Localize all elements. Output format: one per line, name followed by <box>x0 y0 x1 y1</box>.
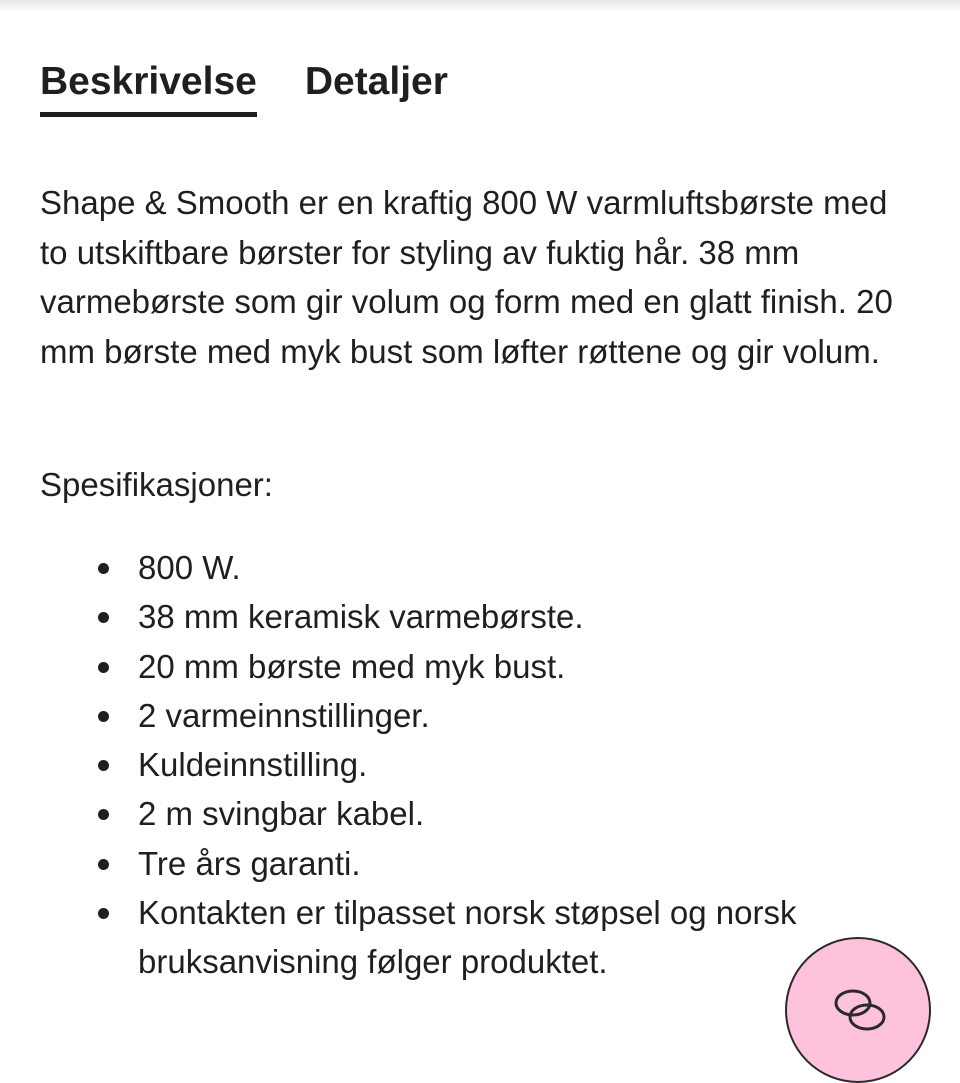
list-item: 38 mm keramisk varmebørste. <box>138 592 898 641</box>
bullet-icon <box>98 908 109 919</box>
specs-heading: Spesifikasjoner: <box>40 466 273 503</box>
list-item: 20 mm børste med myk bust. <box>138 642 898 691</box>
bullet-icon <box>98 662 109 673</box>
bullet-icon <box>98 563 109 574</box>
spec-list <box>138 543 898 987</box>
list-item: Kuldeinnstilling. <box>138 740 898 789</box>
bullet-icon <box>98 760 109 771</box>
bullet-icon <box>98 612 109 623</box>
bullet-icon <box>98 859 109 870</box>
chat-button[interactable] <box>785 937 931 1083</box>
list-item: Tre års garanti. <box>138 839 898 888</box>
chat-bubbles-icon <box>831 983 891 1043</box>
list-item: 2 m svingbar kabel. <box>138 789 898 838</box>
bullet-icon <box>98 711 109 722</box>
product-description: Shape & Smooth er en kraftig 800 W varmluftsbørste med to utskiftbare børster for styling av fuktig hår. 38 mm varmebørste som gir volum og form med en glatt finish. 20 mm børste med myk bust som løfter røttene og gir volum. <box>40 184 893 370</box>
bullet-icon <box>98 809 109 820</box>
list-item: 800 W. <box>138 543 898 592</box>
tab-detaljer[interactable]: Detaljer <box>304 60 448 103</box>
tab-bar <box>40 58 448 117</box>
tab-beskrivelse[interactable]: Beskrivelse <box>40 58 257 117</box>
list-item: 2 varmeinnstillinger. <box>138 691 898 740</box>
list-item: Kontakten er tilpasset norsk støpsel og norsk bruksanvisning følger produktet. <box>138 888 898 987</box>
top-shadow-bar <box>0 0 960 12</box>
